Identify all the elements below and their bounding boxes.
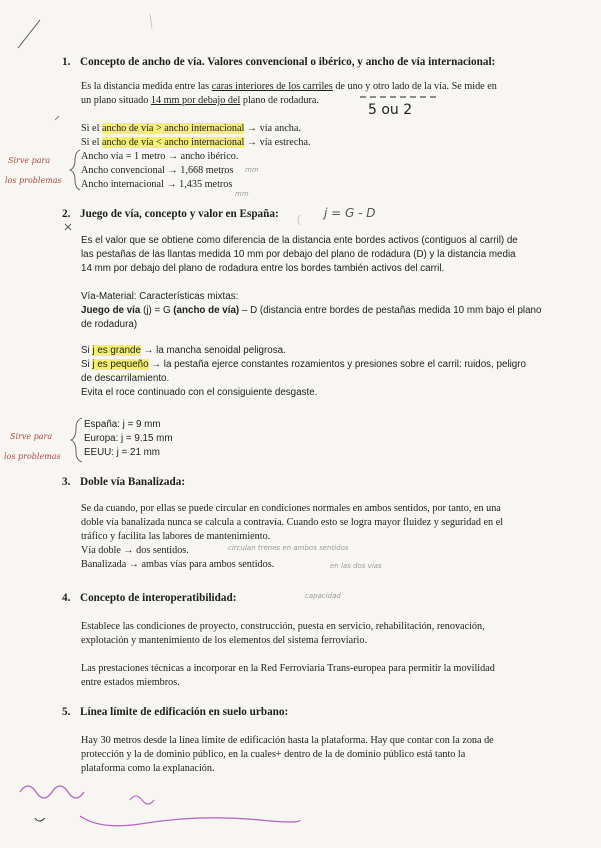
text-line: Se da cuando, por ellas se puede circular en condiciones normales en ambos sentidos, por tanto, en una [81,503,501,514]
text-line: explotación y mantenimiento de los elementos del sistema ferroviario. [81,635,368,646]
text-line: Establece las condiciones de proyecto, construcción, puesta en servicio, rehabilitación, renovación, [81,621,485,632]
section-4-title [62,592,236,604]
text-line [81,94,561,108]
margin-note: Sirve para [10,432,53,441]
section-number: 1. [62,56,71,68]
text-span: Si el [81,123,102,134]
text-span: – D (distancia entre bordes de pestañas medida 10 mm bajo el plano [239,305,542,316]
section-5-paragraph [81,734,561,776]
text-line: doble vía banalizada nunca se calcula a contravía. Cuando esto se logra mayor fluidez y seguridad en el [81,517,504,528]
text-span: sobre el carril: ruidos, peligro [397,359,526,370]
list-item: Ancho convencional → 1,668 metros [81,165,234,176]
text-line: Vía-Material: Características mixtas: [81,291,239,302]
section-number: 5. [62,706,71,718]
corner-stroke-icon [18,20,40,48]
section-heading: Juego de vía, concepto y valor en España: [80,208,279,220]
text-line: Es el valor que se obtiene como diferencia de la distancia ente bordes activos (contiguos al carril) de [81,235,518,246]
pencil-tick-icon [150,14,152,28]
text-line: Evita el roce continuado con el consiguiente desgaste. [81,387,318,398]
text-line [81,344,561,358]
list-item: Banalizada → ambas vías para ambos sentidos. [81,559,275,570]
text-line [81,80,561,94]
text-line: entre estados miembros. [81,677,180,688]
text-span: Si [81,345,93,356]
section-1-paragraph [81,80,561,108]
bold-text: (ancho de vía) [173,305,240,316]
text-span: plano de rodadura. [240,95,319,106]
text-span: → vía ancha. [244,123,301,134]
text-span: constantes rozamientos y presiones [241,359,398,370]
section-2-effects [81,344,561,400]
text-span: Si [81,359,93,370]
list-item [81,122,561,136]
section-2-material [81,290,561,332]
scribble-icon [80,816,300,826]
section-heading: Concepto de interoperatibilidad: [80,592,237,604]
highlighted-text: j es pequeño [92,359,149,370]
list-item: Europa: j = 9.15 mm [84,433,173,444]
text-span: (j) = G [140,305,174,316]
section-1-list [81,122,561,192]
text-line: 14 mm por debajo del plano de rodadura entre los bordes también activos del carril. [81,263,445,274]
section-number: 4. [62,592,71,604]
section-2-values [84,418,564,460]
section-heading: Línea límite de edificación en suelo urbano: [80,706,289,718]
text-span: Si el [81,137,102,148]
scribble-icon [20,786,84,798]
text-line: de rodadura) [81,319,138,330]
section-4-paragraph-2 [81,662,561,690]
margin-note: Sirve para [8,156,51,165]
list-item [81,136,561,150]
text-line: de descarrilamiento. [81,373,170,384]
pencil-note: mm [245,166,259,174]
text-line: Las prestaciones técnicas a incorporar en la Red Ferroviaria Trans-europea para permitir la movilidad [81,663,495,674]
list-item: España: j = 9 mm [84,419,161,430]
brace-icon [71,418,82,462]
section-heading: Doble vía Banalizada: [80,476,186,488]
section-5-title [62,706,288,718]
section-number: 3. [62,476,71,488]
margin-note: los problemas [5,176,62,185]
scribble-icon [130,796,154,804]
margin-note: los problemas [4,452,61,461]
text-span: → la pestaña ejerce [148,359,242,370]
section-heading: Concepto de ancho de vía. Valores convencional o ibérico, y ancho de vía internacional: [80,56,496,68]
brace-icon [70,150,80,190]
section-2-paragraph [81,234,561,276]
pencil-note: en las dos vías [330,562,382,570]
text-line: tráfico y facilita las labores de mantenimiento. [81,531,271,542]
pencil-note: circulan trenes en ambos sentidos [228,544,349,552]
text-line: protección y la de dominio público, en la cuales+ dentro de la de dominio público está tanto la [81,749,466,760]
bold-text: Juego de vía [81,305,141,316]
text-span: un plano situado [81,95,151,106]
text-line: Hay 30 metros desde la línea límite de edificación hasta la plataforma. Hay que contar con la zona de [81,735,494,746]
section-3-paragraph [81,502,561,572]
pencil-note: capacidad [305,592,341,600]
list-item: EEUU: j = 21 mm [84,447,160,458]
underlined-text: caras interiores de los carriles [211,81,333,92]
text-line: plataforma como la explanación. [81,763,215,774]
text-span: de uno y otro lado de la vía. Se mide en [332,81,497,92]
section-2-title [62,208,279,220]
list-item: Vía doble → dos sentidos. [81,545,189,556]
text-line [81,358,561,372]
section-3-title [62,476,185,488]
handwritten-fraction: 5 ou 2 [368,102,413,118]
highlighted-text: j es grande [92,345,141,356]
highlighted-text: ancho de vía > ancho internacional [101,123,245,134]
section-1-title [62,56,495,68]
list-item: Ancho vía = 1 metro → ancho ibérico. [81,151,239,162]
section-number: 2. [62,208,71,220]
underlined-text: 14 mm por debajo del [150,95,241,106]
pencil-arrow-icon [298,215,300,225]
text-span: → la mancha senoidal peligrosa. [140,345,286,356]
pencil-note: mm [235,190,249,198]
pen-mark-icon [35,818,45,821]
handwritten-formula: j = G - D [324,206,376,220]
cross-mark-icon [65,224,71,230]
highlighted-text: ancho de vía < ancho internacional [101,137,245,148]
text-span: → vía estrecha. [244,137,311,148]
pen-mark-icon [55,116,59,120]
text-span: Es la distancia medida entre las [81,81,212,92]
section-4-paragraph [81,620,561,648]
text-line [81,304,561,318]
text-line: las pestañas de las llantas medida 10 mm por debajo del plano de rodadura (D) y la distancia media [81,249,516,260]
list-item: Ancho internacional → 1,435 metros [81,179,233,190]
